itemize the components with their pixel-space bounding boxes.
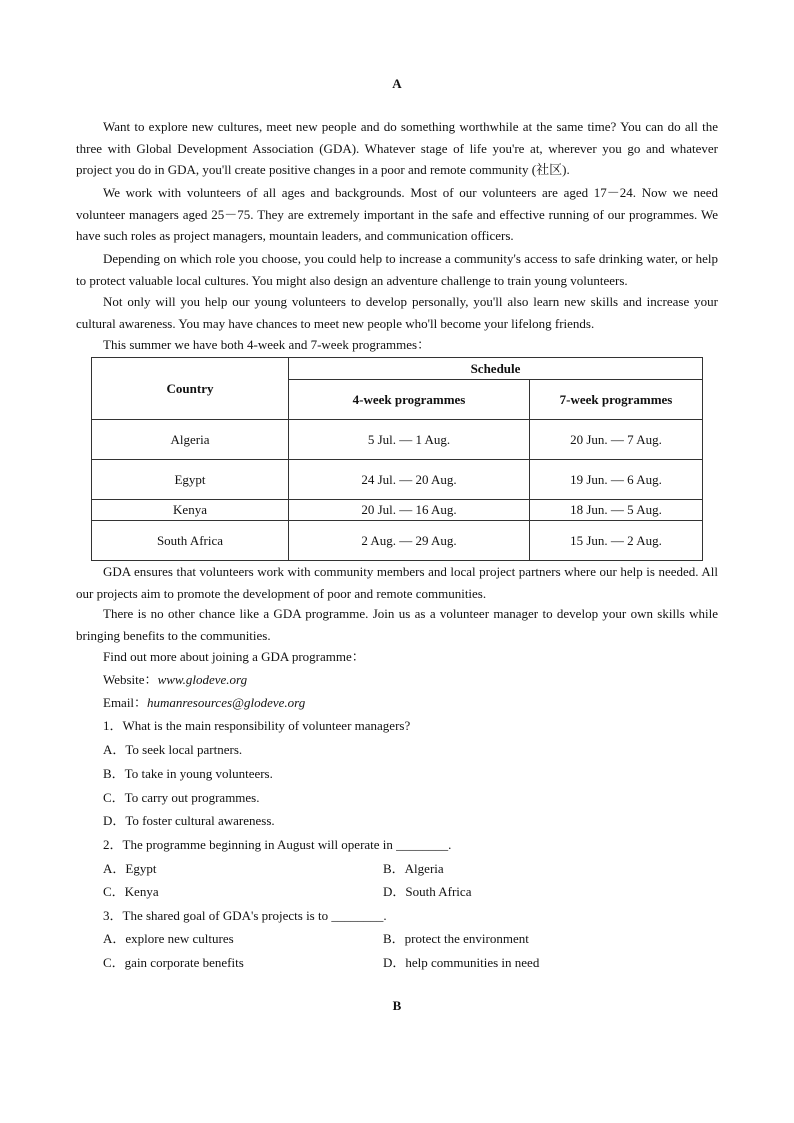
week4-cell: 2 Aug. — 29 Aug. [289,521,530,561]
question-2-option-b[interactable]: B．Algeria [383,861,444,876]
question-2-option-a[interactable]: A．Egypt [103,861,157,876]
paragraph-3: Depending on which role you choose, you could help to increase a community's access to safe drinking water, or help to protect valuable local cultures. You might also design an adventure challenge to train young volunteers. [76,251,718,288]
question-3-option-a[interactable]: A．explore new cultures [103,931,234,946]
paragraph-4: Not only will you help our young volunteers to develop personally, you'll also learn new skills and increase your cultural awareness. You may have chances to meet new people who'll become your lifelong friends. [76,294,718,331]
find-out-text: Find out more about joining a GDA programme： [103,649,365,664]
question-1-option-d[interactable]: D．To foster cultural awareness. [103,813,275,828]
section-a-title: A [392,76,402,91]
question-1-option-b[interactable]: B．To take in young volunteers. [103,766,273,781]
country-cell: Egypt [92,460,289,500]
email-link[interactable]: humanresources@glodeve.org [147,695,306,710]
table-row [92,521,703,561]
week7-cell: 20 Jun. — 7 Aug. [530,420,703,460]
question-2-option-d[interactable]: D．South Africa [383,884,472,899]
paragraph-1: Want to explore new cultures, meet new people and do something worthwhile at the same time? You can do all the three with Global Development Association (GDA). Whatever stage of life you're at, wherever you go and whatever project you do in GDA, you'll create positive changes in a poor and remote community (社区). [76,119,718,177]
website-line [103,669,247,690]
question-2-stem: 2．The programme beginning in August will operate in ________. [103,837,452,852]
question-3-option-b[interactable]: B．protect the environment [383,931,529,946]
header-schedule: Schedule [289,358,703,380]
question-1-stem: 1．What is the main responsibility of volunteer managers? [103,718,411,733]
week7-cell: 19 Jun. — 6 Aug. [530,460,703,500]
week7-cell: 18 Jun. — 5 Aug. [530,500,703,521]
schedule-table [91,357,703,561]
header-4week: 4-week programmes [289,380,530,420]
paragraph-6: There is no other chance like a GDA programme. Join us as a volunteer manager to develop your own skills while bringing benefits to the communities. [76,606,718,643]
question-3-stem: 3．The shared goal of GDA's projects is to ________. [103,908,387,923]
section-b-title: B [392,998,402,1013]
header-7week: 7-week programmes [530,380,703,420]
email-line [103,692,305,713]
paragraph-5: GDA ensures that volunteers work with community members and local project partners where our help is needed. All our projects aim to promote the development of poor and remote communities. [76,564,718,601]
question-1-option-c[interactable]: C．To carry out programmes. [103,790,260,805]
email-label: Email： [103,695,148,710]
country-cell: Kenya [92,500,289,521]
paragraph-2: We work with volunteers of all ages and backgrounds. Most of our volunteers are aged 17－24. Now we need volunteer managers aged 25－75. They are extremely important in the safe and effective running of our programmes. We have such roles as project managers, mountain leaders, and communication officers. [76,185,718,243]
table-row [92,460,703,500]
table-row [92,500,703,521]
country-cell: Algeria [92,420,289,460]
table-intro: This summer we have both 4-week and 7-week programmes： [103,337,431,352]
country-cell: South Africa [92,521,289,561]
question-3-option-c[interactable]: C．gain corporate benefits [103,955,244,970]
question-2-option-c[interactable]: C．Kenya [103,884,159,899]
website-link[interactable]: www.glodeve.org [157,672,248,687]
week4-cell: 5 Jul. — 1 Aug. [289,420,530,460]
table-row [92,420,703,460]
week7-cell: 15 Jun. — 2 Aug. [530,521,703,561]
website-label: Website： [103,672,158,687]
week4-cell: 24 Jul. — 20 Aug. [289,460,530,500]
question-3-option-d[interactable]: D．help communities in need [383,955,540,970]
header-country: Country [92,358,289,420]
question-1-option-a[interactable]: A．To seek local partners. [103,742,243,757]
week4-cell: 20 Jul. — 16 Aug. [289,500,530,521]
